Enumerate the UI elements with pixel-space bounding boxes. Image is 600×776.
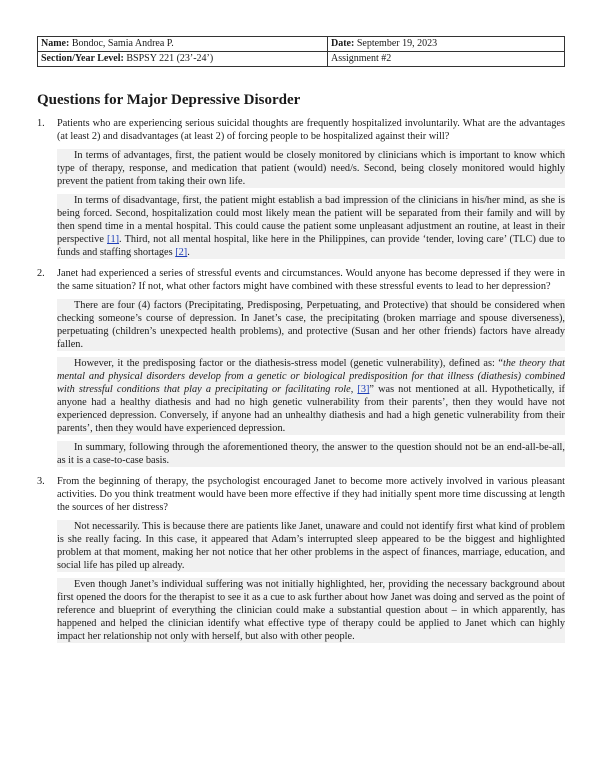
answer-2-paragraph-1: There are four (4) factors (Precipitating, Predisposing, Perpetuating, and Protective) that should be considered when checking someone’s course of depression. In Janet’s case, the precipitating (broken marriage and spouse diverseness), perpetuating (children’s unexpected health problems), and protective (Susan and her other friends) factors have already fallen. [57, 300, 565, 350]
info-row-1 [38, 37, 565, 52]
answer-2-quote: the theory that mental and physical disorders develop from a genetic or biological predisposition for that illness (diathesis) combined with stressful conditions that play a precipitating or facilitating role, [57, 358, 566, 395]
page-title: Questions for Major Depressive Disorder [37, 92, 301, 108]
date-value: September 19, 2023 [354, 38, 438, 49]
question-1 [37, 117, 565, 143]
answer-1-p2-text-c: . [187, 247, 190, 258]
answer-1-p2-text-b: . Third, not all mental hospital, like here in the Philippines, can provide ‘tender, loving care’ (TLC) due to funds and staffing shortages [57, 234, 565, 258]
question-3-text: From the beginning of therapy, the psychologist encouraged Janet to become more actively involved in various pleasant activities. Do you think treatment would have been more effective if they had initially spent more time discussing at length the sources of her distress? [57, 476, 565, 513]
answer-3 [57, 520, 565, 643]
question-2-text: Janet had experienced a series of stressful events and circumstances. Would anyone has become depressed if they were in the same situation? If not, what other factors might have combined with these stressful events to lead to her depression? [57, 268, 565, 292]
answer-1-paragraph-1: In terms of advantages, first, the patient would be closely monitored by clinicians which is important to know which type of therapy, response, and medication that patient (would) need/s. Second, being closely monitored would highly prevent the patient from taking their own life. [57, 150, 565, 187]
question-3-number: 3. [37, 476, 45, 487]
reference-link-3[interactable]: [3] [357, 384, 370, 395]
info-row-2 [38, 52, 565, 67]
answer-2 [57, 299, 565, 467]
answer-1-paragraph-2 [57, 194, 565, 259]
name-value: Bondoc, Samia Andrea P. [69, 38, 174, 49]
question-2-number: 2. [37, 268, 45, 279]
info-table [37, 36, 565, 67]
answer-2-paragraph-3: In summary, following through the aforementioned theory, the answer to the question should not be an end-all-be-all, as it is a case-to-case basis. [57, 442, 565, 466]
question-2 [37, 267, 565, 293]
section-cell [38, 52, 328, 67]
question-3 [37, 475, 565, 514]
answer-1 [57, 149, 565, 259]
name-cell [38, 37, 328, 52]
answer-1-p2-text-a: In terms of disadvantage, first, the patient might establish a bad impression of the clinicians in his/her mind, as she is being forced. Second, hospitalization could most likely mean the patient will be separated from their family and will by then spend time in a mental hospital. This could cause the patient some unpleasant adjustment an routine, at least in their perspective [57, 195, 565, 245]
answer-2-p2-text-b: ” was not mentioned at all. Hypothetically, if anyone had a healthy diathesis and had no high genetic vulnerability from their parents’, then they would have not experienced depression. Conversely, if anyone had an unhealthy diathesis and had a high genetic vulnerability from their parents’, then they would have experienced depression. [57, 384, 565, 434]
date-label: Date: [331, 38, 355, 49]
answer-2-paragraph-2 [57, 357, 565, 435]
answer-2-p2-text-a: However, it the predisposing factor or the diathesis-stress model (genetic vulnerability), defined as: “ [74, 358, 503, 369]
answer-3-paragraph-1: Not necessarily. This is because there are patients like Janet, unaware and could not identify first what kind of problem is she really facing. In this case, it appeared that Adam’s interrupted sleep appeared to be the biggest and highlighted problem at that moment, making her not notice that her other problems in the aspect of finances, marriage, education, and social life has piled up already. [57, 521, 565, 571]
section-value: BSPSY 221 (23’-24’) [123, 53, 214, 64]
reference-link-1[interactable]: [1] [107, 234, 120, 245]
section-label: Section/Year Level: [41, 53, 124, 64]
questions-body [37, 117, 565, 651]
question-1-text: Patients who are experiencing serious suicidal thoughts are frequently hospitalized involuntarily. What are the advantages (at least 2) and disadvantages (at least 2) of forcing people to be hospitalized against their will? [57, 118, 565, 142]
reference-link-2[interactable]: [2] [175, 247, 188, 258]
name-label: Name: [41, 38, 70, 49]
date-cell [328, 37, 565, 52]
question-1-number: 1. [37, 118, 45, 129]
answer-3-paragraph-2: Even though Janet’s individual suffering was not initially highlighted, her, providing the necessary background about first opened the doors for the therapist to see it as a cue to ask further about how Janet was doing and served as the point of reference and blueprint of everything the clinician could make a substantial question about – in which apparently, has happened and helped the clinician identify what effective type of therapy could be applied to Janet which can highly impact her relationship not only with herself, but also with other people. [57, 579, 565, 642]
assignment-cell: Assignment #2 [328, 52, 565, 67]
